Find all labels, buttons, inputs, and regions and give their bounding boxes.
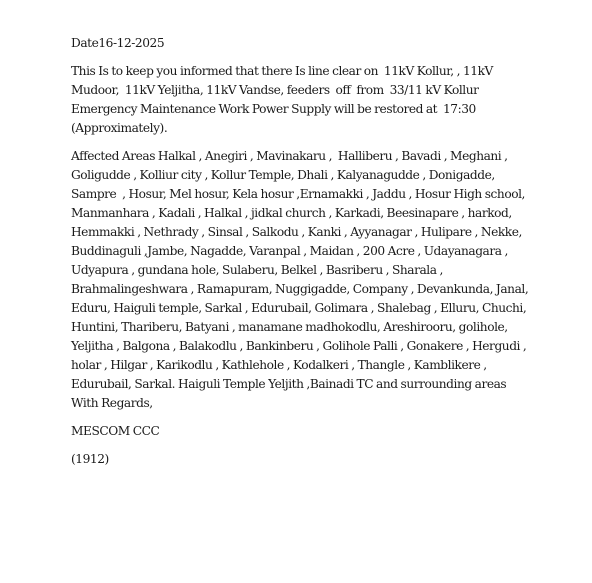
helpline-number: (1912) <box>71 452 109 466</box>
date-label: Date <box>71 36 99 50</box>
outage-notice-paragraph: This Is to keep you informed that there Is line clear on 11kV Kollur, , 11kV Mudoor, 11kV Yeljitha, 11kV Vandse, feeders off from 33/11 kV Kollur Emergency Maintenance Work Power Supply will be restored at 17:30 (Approximately). <box>71 64 496 135</box>
affected-areas-paragraph: Affected Areas Halkal , Anegiri , Mavinakaru , Halliberu , Bavadi , Meghani , Goligudde , Kolliur city , Kollur Temple, Dhali , Kalyanagudde , Donigadde, Sampre , Hosur, Mel hosur, Kela hosur ,Ernamakki , Jaddu , Hosur High school, Manmanhara , Kadali , Halkal , jidkal church , Karkadi, Beesinapare , harkod, Hemmakki , Nethrady , Sinsal , Salkodu , Kanki , Ayyanagar , Hulipare , Nekke, Buddinaguli ,Jambe, Nagadde, Varanpal , Maidan , 200 Acre , Udayanagara , Udyapura , gundana hole, Sulaberu, Belkel , Basriberu , Sharala , Brahmalingeshwara , Ramapuram, Nuggigadde, Company , Devankunda, Janal, Eduru, Haiguli temple, Sarkal , Edurubail, Golimara , Shalebag , Elluru, Chuchi, Huntini, Thariberu, Batyani , manamane madhokodlu, Areshirooru, golihole, Yeljitha , Balgona , Balakodlu , Bankinberu , Golihole Palli , Gonakere , Hergudi , holar , Hilgar , Karikodlu , Kathlehole , Kodalkeri , Thangle , Kamblikere , Edurubail, Sarkal. Haiguli Temple Yeljith ,Bainadi TC and surrounding areas <box>71 149 532 391</box>
signature-line: MESCOM CCC <box>71 424 160 438</box>
date-line <box>71 34 541 53</box>
document-body <box>71 34 541 478</box>
date-value: 16-12-2025 <box>98 36 165 50</box>
regards-line: With Regards, <box>71 396 153 410</box>
